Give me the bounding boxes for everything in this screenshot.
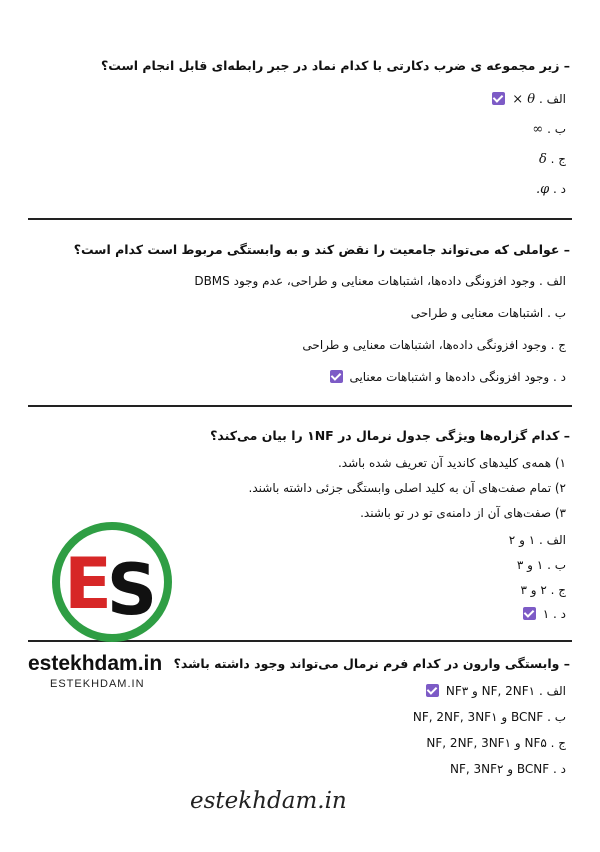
checked-icon	[330, 370, 343, 383]
q4-option-a-text: NF, 2NF۱ و NF۳	[445, 684, 536, 698]
brand-domain: estekhdam.in	[28, 652, 163, 675]
q1-option-b[interactable]	[532, 122, 566, 137]
logo-letter-e: E	[64, 543, 112, 625]
q4-option-b-label: ب .	[547, 710, 566, 724]
q1-option-c[interactable]	[539, 152, 566, 167]
q1-option-a[interactable]	[489, 92, 566, 107]
checked-icon	[426, 684, 439, 697]
question-4-title: – وابستگی وارون در کدام فرم نرمال می‌تواند وجود داشته باشد؟	[173, 656, 570, 671]
question-3-title: – کدام گزاره‌ها ویژگی جدول نرمال در ۱NF را بیان می‌کند؟	[210, 428, 570, 443]
q4-option-d-text: BCNF و NF, 3NF۲	[450, 762, 550, 776]
brand-domain-caps: ESTEKHDAM.IN	[50, 678, 145, 690]
q3-statement-3: ۳) صفت‌های آن از دامنه‌ی تو در تو باشند.	[360, 506, 566, 520]
q4-option-d[interactable]	[450, 762, 566, 776]
q4-option-a[interactable]	[423, 684, 566, 698]
q1-option-d[interactable]	[536, 182, 566, 197]
q4-option-a-label: الف .	[538, 684, 566, 698]
divider	[28, 405, 572, 407]
q1-option-b-label: ب .	[547, 122, 566, 136]
q3-statement-2: ۲) تمام صفت‌های آن به کلید اصلی وابستگی جزئی داشته باشند.	[248, 481, 566, 495]
q1-option-c-text: δ	[538, 152, 547, 167]
q4-option-b-text: BCNF و NF, 2NF, 3NF۱	[412, 710, 544, 724]
question-1-title: – زیر مجموعه ی ضرب دکارتی با کدام نماد در جبر رابطه‌ای قابل انجام است؟	[100, 58, 570, 73]
q2-option-c[interactable]: ج . وجود افزونگی داده‌ها، اشتباهات معنایی و طراحی	[302, 338, 566, 352]
q1-option-d-label: د .	[553, 182, 566, 196]
q3-option-d-text: د . ۱	[542, 607, 566, 621]
q3-statement-1: ۱) همه‌ی کلیدهای کاندید آن تعریف شده باشد.	[337, 456, 566, 470]
q3-option-a[interactable]: الف . ۱ و ۲	[508, 533, 566, 547]
q4-option-c-text: NF۵ و NF, 2NF, 3NF۱	[426, 736, 547, 750]
q1-option-a-text: θ ×	[512, 92, 536, 107]
q4-option-c-label: ج .	[550, 736, 566, 750]
q1-option-c-label: ج .	[550, 152, 566, 166]
q4-option-c[interactable]	[426, 736, 566, 750]
q4-option-d-label: د .	[553, 762, 566, 776]
divider	[28, 218, 572, 220]
es-logo	[50, 520, 174, 644]
checked-icon	[523, 607, 536, 620]
q2-option-d-text: د . وجود افزونگی داده‌ها و اشتباهات معنایی	[349, 370, 566, 384]
question-2-title: – عواملی که می‌تواند جامعیت را نقض کند و به وابستگی مربوط است کدام است؟	[73, 242, 570, 257]
q4-option-b[interactable]	[413, 710, 566, 724]
q2-option-a[interactable]: الف . وجود افزونگی داده‌ها، اشتباهات معنایی و طراحی، عدم وجود DBMS	[194, 274, 566, 288]
q1-option-a-label: الف .	[538, 92, 566, 106]
watermark: estekhdam.in	[190, 788, 347, 814]
q3-option-c[interactable]: ج . ۲ و ۳	[520, 583, 566, 597]
logo-letter-s: S	[106, 549, 158, 631]
q3-option-b[interactable]: ب . ۱ و ۳	[516, 558, 566, 572]
q2-option-b[interactable]: ب . اشتباهات معنایی و طراحی	[410, 306, 566, 320]
checked-icon	[492, 92, 505, 105]
q1-option-d-text: φ.	[535, 182, 550, 197]
q1-option-b-text: ∞	[532, 122, 544, 137]
q2-option-d[interactable]	[327, 370, 566, 384]
q3-option-d[interactable]	[520, 607, 566, 621]
